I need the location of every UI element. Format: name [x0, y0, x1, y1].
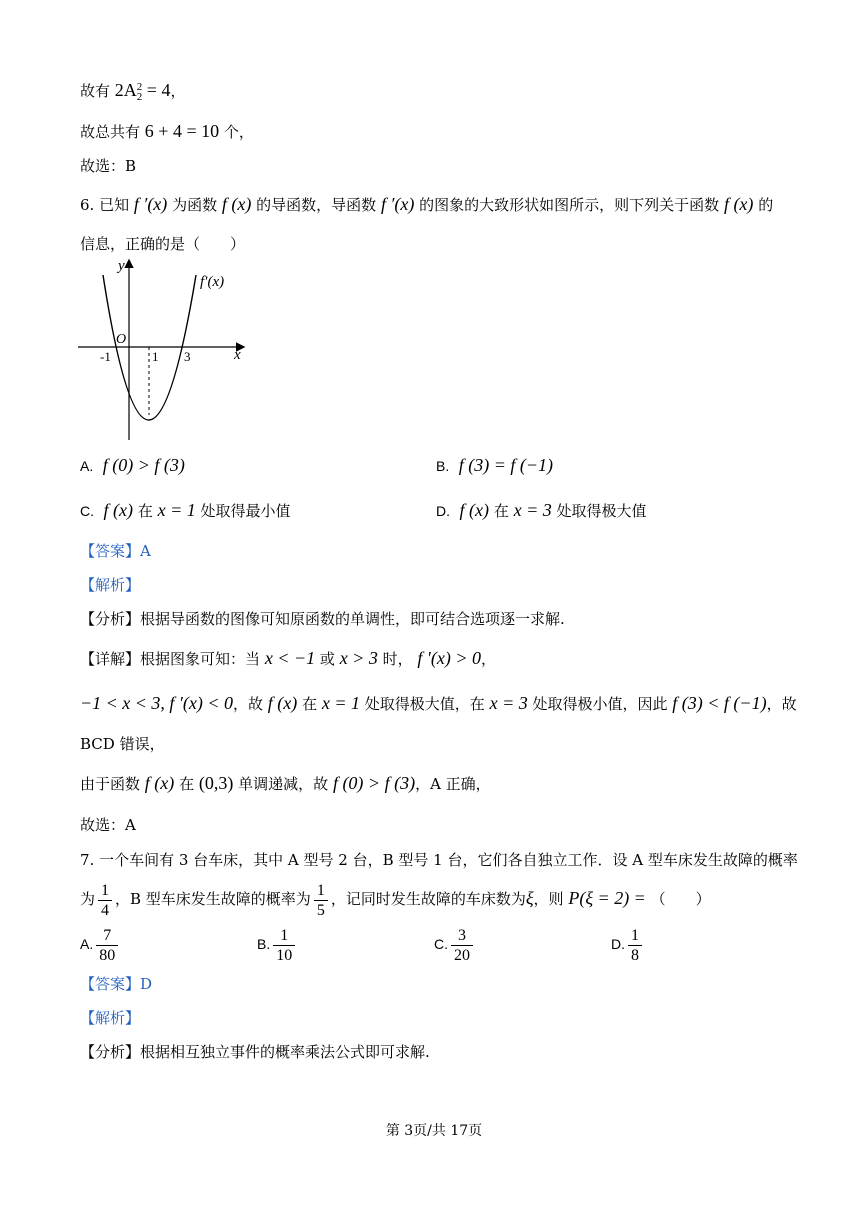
q6-option-b[interactable]: B. f (3) = f (−1)	[436, 455, 554, 475]
q7-fenxi: 【分析】根据相互独立事件的概率乘法公式即可求解.	[80, 1043, 430, 1061]
line-choose-b: 故选：B	[80, 157, 137, 175]
q7-stem-line2: 为 $\frac{1}{4}$ ，B 型车床发生故障的概率为 $\frac{1}{5}$ ，记同时发生故障的车床数为ξ，则 P(ξ = 2) = （ ）	[80, 881, 711, 919]
q6-detail-line2: −1 < x < 3, f ′(x) < 0，故 f (x) 在 x = 1 处取得极大值，在 x = 3 处取得极小值，因此 f (3) < f (−1)，故	[80, 693, 797, 713]
line-total: 故总共有 6 + 4 = 10 个，	[80, 121, 254, 141]
q6-answer: 【答案】A	[80, 542, 151, 560]
q7-stem-line1: 7. 一个车间有 3 台车床，其中 A 型号 2 台，B 型号 1 台，它们各自独立工作．设 A 型车床发生故障的概率	[80, 851, 798, 869]
q6-stem-line2: 信息，正确的是（ ）	[80, 235, 246, 253]
q7-answer: 【答案】D	[80, 975, 153, 993]
fraction: $\frac{1}{5}$	[314, 881, 328, 920]
curve-label: f′(x)	[200, 274, 225, 290]
q6-option-d[interactable]: D. f (x) 在 x = 3 处取得极大值	[436, 500, 647, 520]
q7-option-a[interactable]: A. $\frac{7}{80}$	[80, 924, 121, 965]
tick-label-3: 3	[184, 349, 191, 364]
q7-option-b[interactable]: B. $\frac{1}{10}$	[257, 924, 298, 965]
q6-analysis-tag: 【解析】	[80, 576, 141, 594]
q6-option-c[interactable]: C. f (x) 在 x = 1 处取得最小值	[80, 500, 291, 520]
q7-option-c[interactable]: C. $\frac{3}{20}$	[434, 924, 476, 965]
q7-analysis-tag: 【解析】	[80, 1009, 141, 1027]
tick-label-minus1: -1	[100, 349, 111, 364]
q6-detail-line3: BCD 错误，	[80, 735, 165, 753]
fraction: $\frac{1}{4}$	[98, 881, 112, 920]
page-footer: 第 3页/共 17页	[385, 1123, 483, 1139]
x-axis-label: x	[234, 347, 241, 363]
math-expr: 6 + 4 = 10	[144, 121, 220, 141]
q6-fenxi: 【分析】根据导函数的图像可知原函数的单调性，即可结合选项逐一求解.	[80, 610, 565, 628]
q6-stem-line1: 6. 已知 f ′(x) 为函数 f (x) 的导函数，导函数 f ′(x) 的图象的大致形状如图所示，则下列关于函数 f (x) 的	[80, 194, 774, 214]
origin-label: O	[116, 332, 127, 347]
q6-detail-line5: 故选：A	[80, 816, 136, 834]
q6-option-a[interactable]: A. f (0) > f (3)	[80, 455, 185, 475]
q6-detail-line4: 由于函数 f (x) 在 (0,3) 单调递减，故 f (0) > f (3)，A 正确，	[80, 773, 491, 793]
y-axis-label: y	[118, 258, 125, 274]
q7-option-d[interactable]: D. $\frac{1}{8}$	[611, 924, 645, 965]
math-expr: 2A 2 2 = 4	[114, 80, 171, 103]
tick-label-1: 1	[152, 349, 159, 364]
q6-detail-line1: 【详解】根据图象可知：当 x < −1 或 x > 3 时， f ′(x) > 0，	[80, 648, 496, 668]
text: 故有	[80, 82, 111, 100]
derivative-graph	[78, 255, 258, 445]
line-count-a: 故有 2A 2 2 = 4，	[80, 80, 186, 103]
